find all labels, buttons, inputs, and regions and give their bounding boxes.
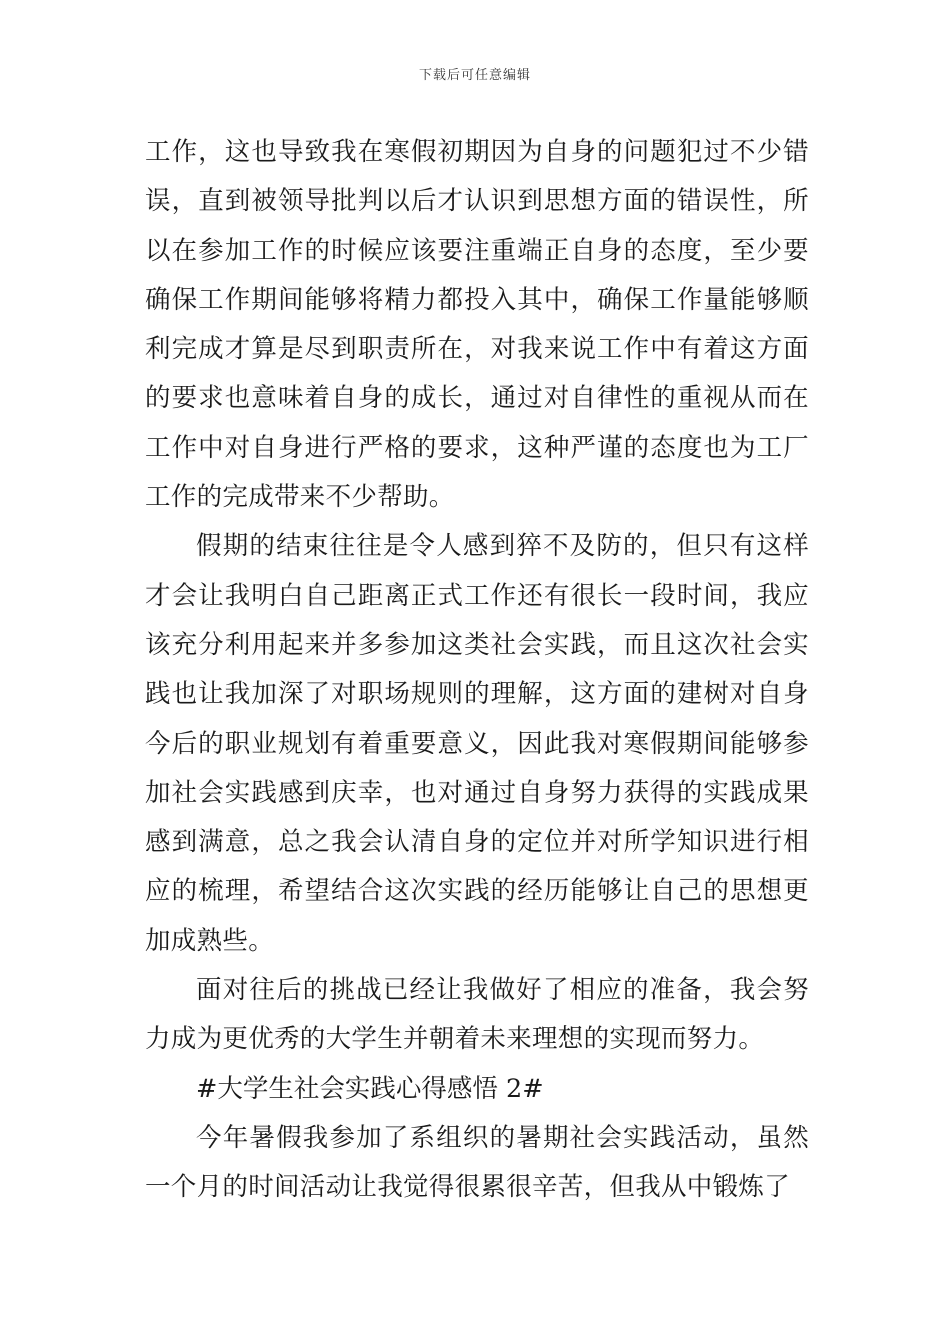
section-heading: #大学生社会实践心得感悟 2# (196, 1073, 544, 1104)
paragraph-2: 假期的结束往往是令人感到猝不及防的，但只有这样才会让我明白自己距离正式工作还有很长一段时间，我应该充分利用起来并多参加这类社会实践，而且这次社会实践也让我加深了对职场规则的理解，这方面的建树对自身今后的职业规划有着重要意义，因此我对寒假期间能够参加社会实践感到庆幸，也对通过自身努力获得的实践成果感到满意，总之我会认清自身的定位并对所学知识进行相应的梳理，希望结合这次实践的经历能够让自己的思想更加成熟些。 (145, 531, 809, 956)
paragraph-1: 工作，这也导致我在寒假初期因为自身的问题犯过不少错误，直到被领导批判以后才认识到思想方面的错误性，所以在参加工作的时候应该要注重端正自身的态度，至少要确保工作期间能够将精力都投入其中，确保工作量能够顺利完成才算是尽到职责所在，对我来说工作中有着这方面的要求也意味着自身的成长，通过对自律性的重视从而在工作中对自身进行严格的要求，这种严谨的态度也为工厂工作的完成带来不少帮助。 (145, 137, 809, 513)
document-body (145, 128, 809, 1213)
page-header-note: 下载后可任意编辑 (418, 68, 531, 83)
paragraph-4: 今年暑假我参加了系组织的暑期社会实践活动，虽然一个月的时间活动让我觉得很累很辛苦，但我从中锻炼了 (145, 1122, 809, 1203)
paragraph-3: 面对往后的挑战已经让我做好了相应的准备，我会努力成为更优秀的大学生并朝着未来理想的实现而努力。 (145, 975, 809, 1055)
